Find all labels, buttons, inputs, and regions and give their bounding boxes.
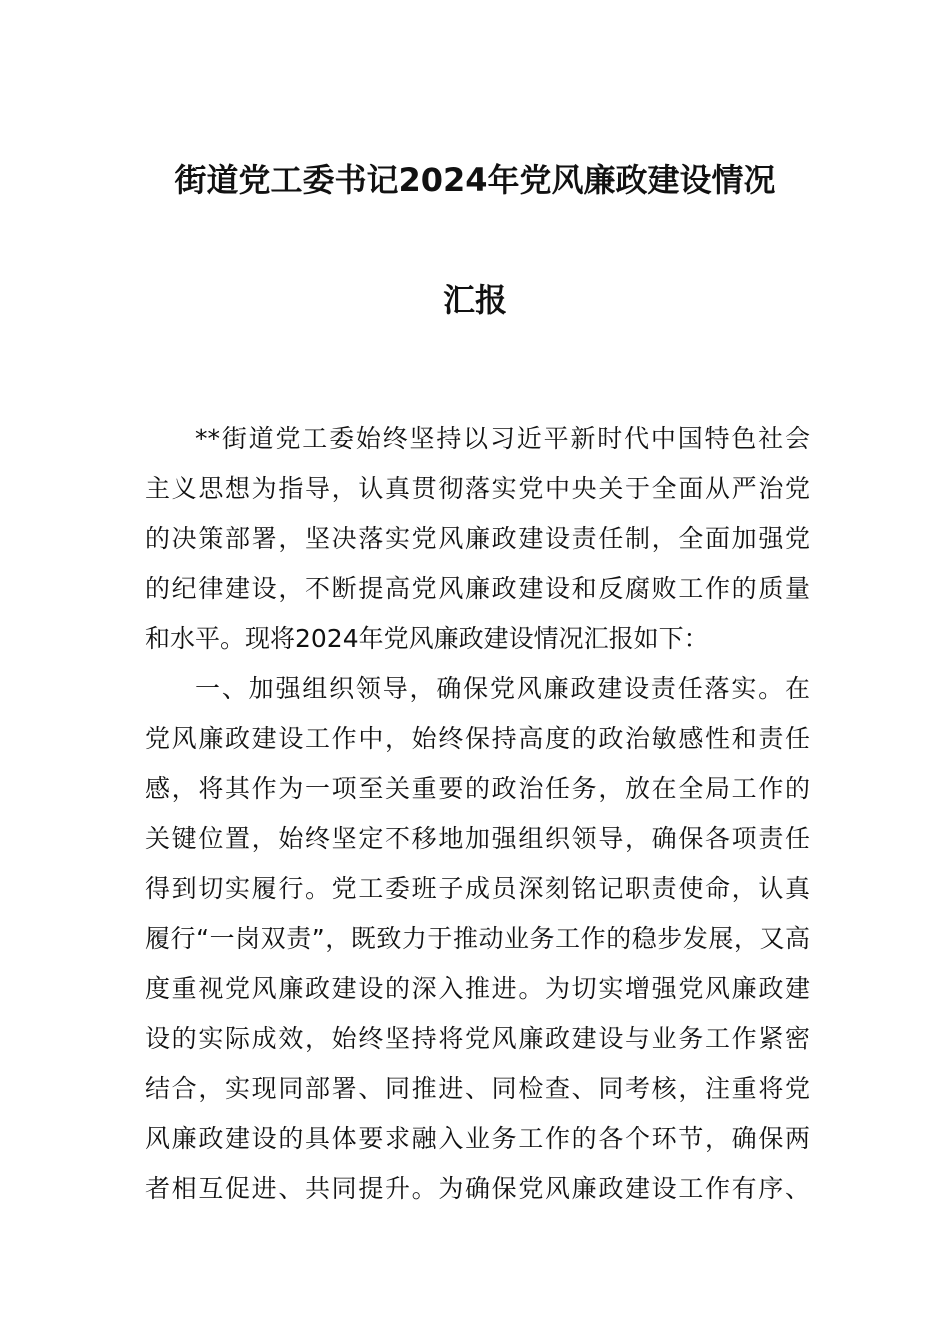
- document-title-line-2: 汇报: [442, 281, 507, 319]
- paragraph-1-line-5: 和水平。现将2024年党风廉政建设情况汇报如下：: [145, 624, 709, 653]
- paragraph-2-line-11: 者相互促进、共同提升。为确保党风廉政建设工作有序、: [145, 1174, 810, 1203]
- paragraph-1-line-4: 的纪律建设，不断提高党风廉政建设和反腐败工作的质量: [145, 574, 810, 603]
- paragraph-2-line-4: 关键位置，始终坚定不移地加强组织领导，确保各项责任: [145, 824, 810, 853]
- document-title-line-1: 街道党工委书记2024年党风廉政建设情况: [174, 161, 776, 199]
- paragraph-2-line-10: 风廉政建设的具体要求融入业务工作的各个环节，确保两: [145, 1124, 810, 1153]
- paragraph-2-line-9: 结合，实现同部署、同推进、同检查、同考核，注重将党: [145, 1074, 810, 1103]
- paragraph-1-line-3: 的决策部署，坚决落实党风廉政建设责任制，全面加强党: [145, 524, 810, 553]
- paragraph-1-line-1: **街道党工委始终坚持以习近平新时代中国特色社会: [195, 424, 810, 453]
- paragraph-2-line-8: 设的实际成效，始终坚持将党风廉政建设与业务工作紧密: [145, 1024, 810, 1053]
- paragraph-2-line-6: 履行“一岗双责”，既致力于推动业务工作的稳步发展，又高: [145, 924, 810, 953]
- paragraph-2-line-2: 党风廉政建设工作中，始终保持高度的政治敏感性和责任: [145, 724, 810, 753]
- paragraph-2-line-7: 度重视党风廉政建设的深入推进。为切实增强党风廉政建: [145, 974, 810, 1003]
- paragraph-1-line-2: 主义思想为指导，认真贯彻落实党中央关于全面从严治党: [145, 474, 810, 503]
- paragraph-2-line-1: 一、加强组织领导，确保党风廉政建设责任落实。在: [195, 674, 810, 703]
- paragraph-2-line-3: 感，将其作为一项至关重要的政治任务，放在全局工作的: [145, 774, 810, 803]
- paragraph-2-line-5: 得到切实履行。党工委班子成员深刻铭记职责使命，认真: [145, 874, 810, 903]
